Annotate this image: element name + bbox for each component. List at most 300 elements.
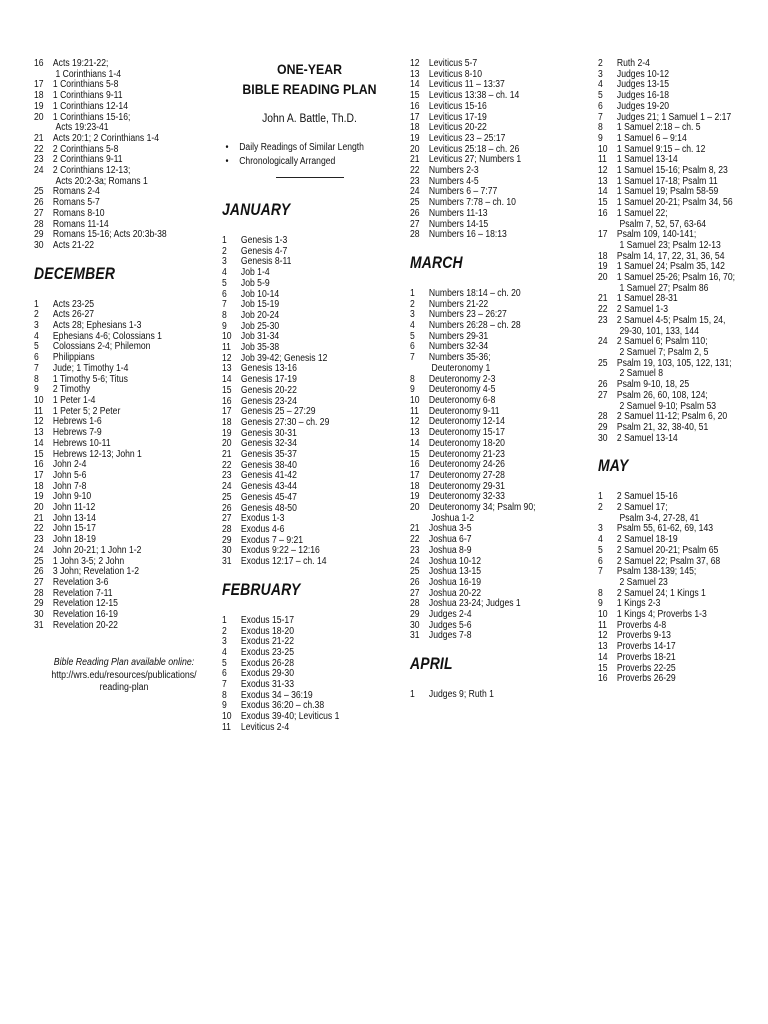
day-number: 30: [222, 545, 232, 557]
reading-passage: Revelation 12-15: [52, 598, 118, 610]
day-number: 5: [222, 657, 227, 669]
day-number: 21: [598, 293, 608, 305]
day-number: 28: [410, 229, 420, 241]
day-number: 31: [34, 619, 44, 631]
day-row: [34, 166, 214, 187]
day-number: 1: [410, 287, 415, 299]
reading-passage: 2 Samuel 11-12; Psalm 6, 20: [616, 411, 728, 423]
reading-passage: Numbers 6 – 7:77: [428, 186, 498, 198]
day-row: [222, 723, 397, 734]
day-number: 7: [410, 352, 415, 364]
reading-passage: 1 Kings 4; Proverbs 1-3: [616, 609, 707, 621]
reading-passage: 2 Samuel 15-16: [616, 491, 678, 503]
reading-passage: John 2-4: [52, 459, 87, 471]
reading-passage: Deuteronomy 29-31: [428, 480, 505, 492]
reading-passage: Genesis 23-24: [240, 395, 297, 407]
reading-passage: Job 10-14: [240, 288, 280, 300]
month-heading-february: FEBRUARY: [222, 579, 301, 599]
day-number: 5: [410, 330, 415, 342]
reading-passage: Numbers 29-31: [428, 330, 489, 342]
reading-text: [617, 391, 763, 412]
reading-passage-continued: Psalm 7, 52, 57, 63-64: [619, 218, 707, 230]
day-number: 9: [222, 320, 227, 332]
reading-text: [429, 230, 590, 241]
reading-passage: Leviticus 13:38 – ch. 14: [428, 90, 520, 102]
day-number: 27: [598, 389, 608, 401]
reading-passage: 2 Samuel 17;: [616, 502, 668, 514]
reading-passage: 1 Samuel 19; Psalm 58-59: [616, 186, 719, 198]
day-number: 2: [598, 58, 603, 69]
reading-passage: 1 John 3-5; 2 John: [52, 555, 125, 567]
day-number: 4: [598, 534, 603, 546]
reading-passage: Leviticus 27; Numbers 1: [428, 154, 522, 166]
reading-passage-continued: 1 Samuel 27; Psalm 86: [619, 282, 709, 294]
footer-link-cont[interactable]: reading-plan: [99, 682, 149, 694]
month-heading-march: MARCH: [410, 252, 463, 272]
reading-passage: Acts 19:21-22;: [52, 58, 109, 69]
reading-passage: Joshua 16-19: [428, 576, 482, 588]
day-number: 7: [598, 566, 603, 578]
reading-passage: Leviticus 15-16: [428, 100, 487, 112]
reading-text: [617, 674, 763, 685]
reading-passage: 1 Corinthians 15-16;: [52, 111, 131, 123]
day-number: 16: [222, 395, 232, 407]
day-number: 10: [598, 143, 608, 155]
reading-passage: John 11-12: [52, 502, 96, 514]
reading-passage: Numbers 4-5: [428, 175, 479, 187]
reading-passage: Psalm 19, 103, 105, 122, 131;: [616, 357, 732, 369]
reading-passage: Numbers 23 – 26:27: [428, 309, 507, 321]
day-number: 9: [34, 384, 39, 396]
day-number: 27: [222, 513, 232, 525]
day-number: 15: [34, 448, 44, 460]
day-number: 18: [598, 250, 608, 262]
day-number: 16: [34, 58, 44, 69]
reading-passage: Genesis 48-50: [240, 502, 297, 514]
reading-passage: Job 1-4: [240, 267, 270, 279]
day-number: 4: [598, 79, 603, 91]
reading-passage: 2 Corinthians 5-8: [52, 143, 119, 155]
day-number: 27: [410, 587, 420, 599]
day-row: [410, 631, 590, 642]
reading-passage-continued: Joshua 1-2: [431, 512, 475, 524]
day-number: 6: [598, 100, 603, 112]
reading-text: [53, 621, 214, 632]
reading-passage: 2 Samuel 24; 1 Kings 1: [616, 587, 706, 599]
day-row: [598, 273, 763, 294]
reading-passage: Joshua 23-24; Judges 1: [428, 598, 521, 610]
reading-passage: Deuteronomy 12-14: [428, 416, 505, 428]
november-tail-list: [34, 59, 214, 252]
reading-text: [617, 359, 763, 380]
reading-text: [429, 631, 590, 642]
month-heading-january: JANUARY: [222, 200, 291, 219]
reading-passage: 2 Samuel 1-3: [616, 304, 669, 316]
reading-passage: Exodus 26-28: [240, 657, 294, 669]
reading-passage: Revelation 16-19: [52, 609, 118, 621]
title-line-2: BIBLE READING PLAN: [242, 81, 377, 97]
reading-passage-continued: Acts 20:2-3a; Romans 1: [55, 175, 148, 187]
day-number: 17: [222, 406, 232, 418]
reading-passage-continued: Acts 19:23-41: [55, 122, 109, 134]
reading-passage: Deuteronomy 9-11: [428, 405, 500, 417]
month-heading-may: MAY: [598, 456, 629, 476]
reading-passage: Job 15-19: [240, 299, 280, 311]
day-number: 24: [410, 186, 420, 198]
reading-passage: Psalm 9-10, 18, 25: [616, 379, 690, 391]
reading-passage: 1 Samuel 24; Psalm 35, 142: [616, 261, 725, 273]
reading-passage: 1 Samuel 22;: [616, 207, 668, 219]
day-row: [598, 209, 763, 230]
reading-passage: 1 Samuel 28-31: [616, 293, 678, 305]
reading-passage: Job 5-9: [240, 277, 270, 289]
day-number: 28: [34, 587, 44, 599]
day-row: [598, 230, 763, 251]
reading-passage: 2 Corinthians 9-11: [52, 154, 123, 166]
reading-text: [617, 567, 763, 588]
reading-passage: John 9-10: [52, 491, 92, 503]
reading-passage: Numbers 2-3: [428, 165, 479, 177]
reading-passage: Numbers 7:78 – ch. 10: [428, 197, 516, 209]
day-number: 25: [222, 491, 232, 503]
day-number: 11: [34, 405, 43, 417]
reading-passage: Psalm 138-139; 145;: [616, 566, 697, 578]
reading-passage: John 5-6: [52, 469, 87, 481]
day-number: 31: [222, 556, 232, 568]
day-number: 19: [410, 491, 420, 503]
december-list: [34, 300, 214, 632]
day-number: 13: [410, 427, 420, 439]
day-row: [34, 113, 214, 134]
day-number: 30: [34, 609, 44, 621]
day-number: 22: [410, 165, 420, 177]
day-row: [34, 59, 214, 80]
day-number: 19: [222, 427, 232, 439]
reading-passage: Exodus 15-17: [240, 614, 294, 626]
day-number: 14: [598, 186, 608, 198]
day-number: 24: [410, 555, 420, 567]
author: John A. Battle, Th.D.: [262, 113, 357, 125]
reading-passage: Judges 7-8: [428, 630, 472, 642]
february-list-part-1: [222, 616, 397, 734]
reading-passage: Numbers 11-13: [428, 207, 488, 219]
reading-passage: Leviticus 8-10: [428, 68, 482, 80]
day-number: 20: [410, 502, 420, 514]
day-number: 26: [222, 502, 232, 514]
day-number: 1: [222, 235, 227, 246]
reading-passage: Romans 15-16; Acts 20:3b-38: [52, 229, 167, 241]
reading-passage-continued: 1 Corinthians 1-4: [55, 68, 121, 80]
reading-passage: Genesis 1-3: [240, 235, 288, 246]
day-number: 9: [410, 384, 415, 396]
reading-passage: Genesis 4-7: [240, 245, 288, 257]
day-number: 10: [410, 394, 420, 406]
reading-passage: Numbers 35-36;: [428, 352, 491, 364]
reading-passage: Genesis 43-44: [240, 481, 297, 493]
reading-passage: Psalm 109, 140-141;: [616, 229, 697, 241]
day-number: 26: [598, 379, 608, 391]
reading-passage: Exodus 31-33: [240, 679, 294, 691]
day-number: 12: [34, 416, 44, 428]
reading-passage: Leviticus 2-4: [240, 721, 290, 733]
reading-passage: Deuteronomy 15-17: [428, 427, 505, 439]
day-number: 3: [410, 309, 415, 321]
april-list-part-1: [410, 690, 590, 701]
reading-passage: Hebrews 12-13; John 1: [52, 448, 142, 460]
title-line-1: ONE-YEAR: [276, 61, 343, 77]
day-number: 10: [34, 394, 44, 406]
reading-passage: Genesis 8-11: [240, 256, 292, 268]
day-row: [410, 690, 590, 701]
day-number: 6: [34, 352, 39, 364]
reading-passage: 1 Timothy 5-6; Titus: [52, 373, 128, 385]
day-row: [598, 567, 763, 588]
reading-passage: Acts 21-22: [52, 239, 95, 251]
day-number: 11: [222, 342, 231, 354]
reading-passage: Joshua 8-9: [428, 544, 472, 556]
day-number: 7: [598, 111, 603, 123]
reading-passage: Colossians 2-4; Philemon: [52, 341, 151, 353]
footer-line-1: Bible Reading Plan available online:: [53, 657, 195, 669]
reading-text: [241, 723, 397, 734]
day-number: 13: [34, 427, 44, 439]
day-number: 27: [34, 576, 44, 588]
reading-passage: Romans 2-4: [52, 186, 100, 198]
day-number: 2: [598, 502, 603, 514]
day-number: 7: [222, 299, 227, 311]
day-number: 4: [222, 267, 227, 279]
reading-passage: Joshua 13-15: [428, 566, 482, 578]
reading-passage: Ruth 2-4: [616, 58, 650, 69]
reading-passage: Proverbs 4-8: [616, 619, 667, 631]
reading-passage-continued: 2 Samuel 9-10; Psalm 53: [619, 400, 717, 412]
reading-passage-continued: Psalm 3-4, 27-28, 41: [619, 512, 700, 524]
day-row: [598, 359, 763, 380]
reading-passage-continued: 2 Samuel 8: [619, 368, 664, 380]
reading-passage: Exodus 36:20 – ch.38: [240, 700, 325, 712]
day-number: 14: [410, 437, 420, 449]
day-number: 16: [410, 100, 420, 112]
day-row: [598, 337, 763, 358]
day-number: 17: [34, 469, 44, 481]
reading-passage: Exodus 18-20: [240, 625, 294, 637]
day-number: 12: [410, 58, 420, 69]
day-number: 23: [410, 175, 420, 187]
reading-passage: Genesis 30-31: [240, 427, 297, 439]
day-number: 5: [222, 277, 227, 289]
column-2: [222, 59, 397, 734]
reading-passage: 1 Peter 5; 2 Peter: [52, 405, 121, 417]
day-number: 21: [34, 512, 44, 524]
reading-text: [53, 241, 214, 252]
reading-passage: 2 Corinthians 12-13;: [52, 165, 131, 177]
day-number: 2: [222, 625, 227, 637]
reading-passage: Genesis 25 – 27:29: [240, 406, 316, 418]
month-heading-april: APRIL: [410, 654, 453, 674]
reading-passage: Romans 8-10: [52, 207, 105, 219]
reading-passage: Deuteronomy 2-3: [428, 373, 496, 385]
reading-passage: Exodus 39-40; Leviticus 1: [240, 711, 340, 723]
day-number: 3: [598, 68, 603, 80]
reading-passage: Leviticus 20-22: [428, 122, 487, 134]
day-number: 17: [410, 469, 420, 481]
reading-passage: Deuteronomy 6-8: [428, 394, 496, 406]
reading-passage: Deuteronomy 32-33: [428, 491, 505, 503]
day-number: 25: [410, 566, 420, 578]
day-row: [222, 557, 397, 568]
day-number: 1: [598, 491, 603, 503]
reading-passage: Ephesians 4-6; Colossians 1: [52, 330, 162, 342]
reading-text: [617, 209, 763, 230]
day-number: 8: [410, 373, 415, 385]
day-number: 19: [34, 100, 44, 112]
reading-passage: Proverbs 9-13: [616, 630, 671, 642]
reading-passage: 1 Corinthians 9-11: [52, 90, 123, 102]
day-number: 12: [410, 416, 420, 428]
reading-passage: Judges 19-20: [616, 100, 670, 112]
reading-passage: Numbers 21-22: [428, 298, 489, 310]
day-number: 30: [410, 619, 420, 631]
day-number: 10: [598, 609, 608, 621]
day-number: 18: [222, 416, 232, 428]
day-number: 13: [222, 363, 232, 375]
reading-passage: Exodus 23-25: [240, 646, 294, 658]
day-row: [598, 391, 763, 412]
reading-passage: Genesis 32-34: [240, 438, 297, 450]
reading-passage: Psalm 55, 61-62, 69, 143: [616, 523, 714, 535]
day-number: 18: [34, 480, 44, 492]
day-number: 11: [222, 721, 231, 733]
column-1: [34, 59, 214, 695]
day-number: 3: [222, 636, 227, 648]
reading-passage: Jude; 1 Timothy 1-4: [52, 362, 129, 374]
reading-passage: Job 31-34: [240, 331, 280, 343]
day-number: 8: [222, 689, 227, 701]
reading-passage: Genesis 35-37: [240, 449, 297, 461]
day-number: 29: [34, 229, 44, 241]
reading-passage: Genesis 41-42: [240, 470, 297, 482]
reading-passage: Judges 10-12: [616, 68, 670, 80]
reading-passage: 2 Timothy: [52, 384, 91, 396]
day-number: 20: [34, 502, 44, 514]
reading-passage: Revelation 7-11: [52, 587, 113, 599]
reading-passage: Proverbs 14-17: [616, 641, 676, 653]
reading-passage: Proverbs 18-21: [616, 651, 676, 663]
reading-passage: Job 25-30: [240, 320, 280, 332]
reading-passage: Leviticus 25:18 – ch. 26: [428, 143, 520, 155]
day-number: 16: [598, 207, 608, 219]
reading-passage: 1 Corinthians 5-8: [52, 79, 119, 91]
footer-link[interactable]: http://wrs.edu/resources/publications/: [51, 669, 197, 681]
day-number: 10: [222, 331, 232, 343]
reading-text: [429, 353, 590, 374]
divider: [276, 177, 344, 178]
page-title: [233, 59, 387, 99]
reading-text: [617, 273, 763, 294]
reading-passage: Deuteronomy 34; Psalm 90;: [428, 502, 536, 514]
reading-text: [617, 503, 763, 524]
bullet-icon: •: [225, 156, 229, 167]
day-number: 9: [598, 598, 603, 610]
reading-passage: 1 Samuel 15-16; Psalm 8, 23: [616, 165, 728, 177]
reading-passage-continued: Deuteronomy 1: [431, 362, 491, 374]
reading-passage: Genesis 17-19: [240, 374, 297, 386]
day-number: 5: [34, 341, 39, 353]
day-number: 30: [598, 432, 608, 444]
reading-passage: 2 Samuel 6; Psalm 110;: [616, 336, 708, 348]
day-number: 5: [598, 544, 603, 556]
reading-passage: Romans 5-7: [52, 197, 100, 209]
reading-text: [617, 230, 763, 251]
reading-text: [429, 503, 590, 524]
reading-passage: Joshua 20-22: [428, 587, 482, 599]
reading-passage: Exodus 12:17 – ch. 14: [240, 556, 327, 568]
reading-passage: Genesis 27:30 – ch. 29: [240, 416, 330, 428]
reading-passage: Hebrews 1-6: [52, 416, 102, 428]
day-number: 12: [598, 165, 608, 177]
reading-text: [53, 166, 214, 187]
footer-note: [45, 657, 203, 695]
day-number: 25: [34, 186, 44, 198]
reading-passage: Exodus 7 – 9:21: [240, 534, 304, 546]
day-number: 4: [34, 330, 39, 342]
day-number: 23: [598, 314, 608, 326]
day-number: 13: [410, 68, 420, 80]
reading-passage: Revelation 20-22: [52, 619, 118, 631]
day-number: 20: [34, 111, 44, 123]
reading-passage: Acts 20:1; 2 Corinthians 1-4: [52, 132, 160, 144]
day-number: 12: [598, 630, 608, 642]
reading-passage: Deuteronomy 4-5: [428, 384, 496, 396]
reading-passage: 2 Samuel 20-21; Psalm 65: [616, 544, 719, 556]
day-row: [598, 503, 763, 524]
day-number: 16: [34, 459, 44, 471]
day-number: 15: [410, 90, 420, 102]
day-row: [410, 353, 590, 374]
reading-passage: Acts 28; Ephesians 1-3: [52, 320, 142, 332]
day-number: 22: [222, 459, 232, 471]
day-number: 20: [598, 272, 608, 284]
reading-passage: Genesis 20-22: [240, 384, 297, 396]
day-number: 17: [410, 111, 420, 123]
day-number: 24: [34, 544, 44, 556]
day-number: 28: [34, 218, 44, 230]
reading-passage: Judges 9; Ruth 1: [428, 689, 494, 701]
day-number: 9: [598, 132, 603, 144]
day-number: 11: [598, 619, 607, 631]
day-number: 6: [410, 341, 415, 353]
day-number: 1: [410, 689, 415, 701]
day-number: 8: [34, 373, 39, 385]
day-number: 28: [222, 523, 232, 535]
day-number: 17: [34, 79, 44, 91]
day-number: 29: [410, 609, 420, 621]
day-number: 23: [410, 544, 420, 556]
reading-passage: Judges 16-18: [616, 90, 670, 102]
day-number: 26: [34, 197, 44, 209]
day-number: 22: [34, 143, 44, 155]
reading-text: [617, 434, 763, 445]
day-number: 1: [222, 614, 227, 626]
day-number: 25: [34, 555, 44, 567]
day-number: 16: [598, 673, 608, 685]
reading-passage-continued: 2 Samuel 7; Psalm 2, 5: [619, 346, 709, 358]
reading-passage: Exodus 29-30: [240, 668, 294, 680]
day-number: 24: [34, 165, 44, 177]
day-number: 28: [598, 411, 608, 423]
day-number: 23: [222, 470, 232, 482]
day-row: [410, 230, 590, 241]
